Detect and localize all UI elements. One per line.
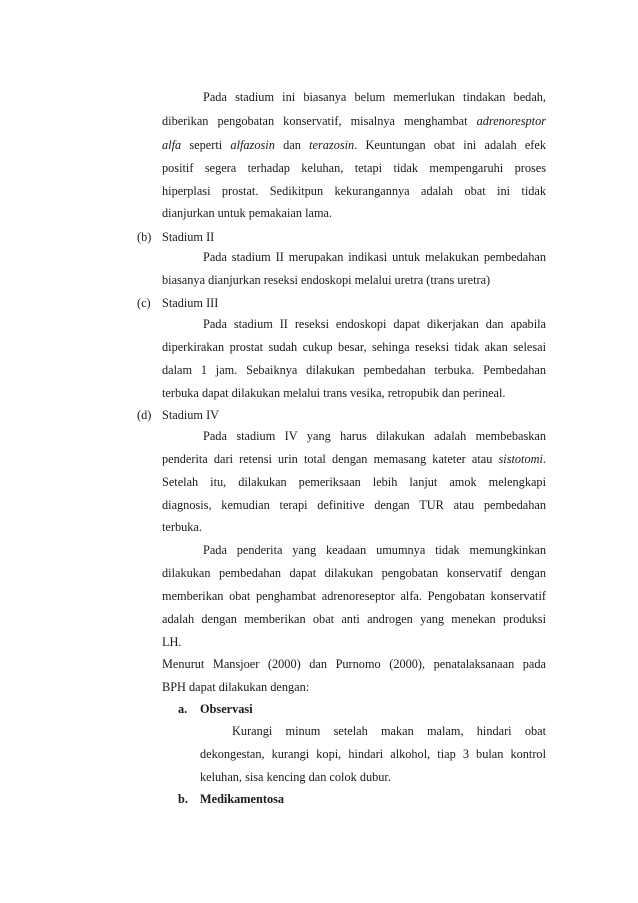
medikamentosa-heading: b. Medikamentosa (178, 792, 285, 806)
stadium-4-p2-line-1: Pada penderita yang keadaan umumnya tidak memungkinkan (203, 543, 546, 557)
stadium-2-line-2: biasanya dianjurkan reseksi endoskopi melalui uretra (trans uretra) (162, 273, 491, 287)
observasi-line-1: Kurangi minum setelah makan malam, hindari obat (232, 724, 546, 738)
stadium-3-line-1: Pada stadium II reseksi endoskopi dapat dikerjakan dan apabila (203, 317, 546, 331)
stadium-2-line-1: Pada stadium II merupakan indikasi untuk melakukan pembedahan (203, 250, 546, 264)
stadium-3-line-4: terbuka dapat dilakukan melalui trans vesika, retropubik dan perineal. (162, 386, 506, 400)
stadium-4-p2-line-2: dilakukan pembedahan dapat dilakukan pengobatan konservatif dengan (162, 566, 546, 580)
observasi-line-3: keluhan, sisa kencing dan colok dubur. (200, 770, 391, 784)
stadium-3-heading: (c) Stadium III (137, 296, 219, 310)
term-terazosin: terazosin (309, 138, 355, 152)
stadium-2-heading: (b) Stadium II (137, 230, 215, 244)
stadium-4-line-3: Setelah itu, dilakukan pemeriksaan lebih lanjut amok melengkapi (162, 475, 546, 489)
stadium-4-line-5: terbuka. (162, 520, 202, 534)
stadium-4-p2-line-3: memberikan obat penghambat adrenoreseptor alfa. Pengobatan konservatif (162, 589, 546, 603)
intro-line-5: hiperplasi prostat. Sedikitpun kekurangannya adalah obat ini tidak (162, 184, 546, 198)
list-marker: (d) (137, 408, 152, 422)
stadium-4-line-1: Pada stadium IV yang harus dilakukan adalah membebaskan (203, 429, 546, 443)
stadium-4-p2-line-4: adalah dengan memberikan obat anti androgen yang menekan produksi (162, 612, 546, 626)
stadium-3-line-3: dalam 1 jam. Sebaiknya dilakukan pembedahan terbuka. Pembedahan (162, 363, 546, 377)
stadium-4-line-4: diagnosis, kemudian terapi definitive dengan TUR atau pembedahan (162, 498, 546, 512)
term-adrenoresptor: adrenoresptor (476, 114, 547, 128)
list-marker: (c) (137, 296, 151, 310)
penatalaksanaan-line-1: Menurut Mansjoer (2000) dan Purnomo (2000), penatalaksanaan pada (162, 657, 546, 671)
term-sistotomi: sistotomi (498, 452, 543, 466)
stadium-3-line-2: diperkirakan prostat sudah cukup besar, sehinga reseksi tidak akan selesai (162, 340, 546, 354)
observasi-heading: a. Observasi (178, 702, 253, 716)
list-marker: a. (178, 702, 188, 716)
term-alfazosin: alfazosin (230, 138, 275, 152)
list-marker: (b) (137, 230, 152, 244)
observasi-line-2: dekongestan, kurangi kopi, hindari alkohol, tiap 3 bulan kontrol (200, 747, 546, 761)
stadium-4-heading: (d) Stadium IV (137, 408, 220, 422)
intro-line-2: diberikan pengobatan konservatif, misalnya menghambat adrenoresptor (162, 114, 547, 128)
intro-line-6: dianjurkan untuk pemakaian lama. (162, 206, 333, 220)
intro-line-1: Pada stadium ini biasanya belum memerlukan tindakan bedah, (203, 90, 546, 104)
stadium-4-p2-line-5: LH. (162, 635, 182, 649)
list-marker: b. (178, 792, 188, 806)
intro-line-3: alfa seperti alfazosin dan terazosin. Keuntungan obat ini adalah efek (162, 138, 547, 152)
intro-line-4: positif segera terhadap keluhan, tetapi tidak mempengaruhi proses (162, 161, 546, 175)
penatalaksanaan-line-2: BPH dapat dilakukan dengan: (162, 680, 310, 694)
stadium-4-line-2: penderita dari retensi urin total dengan memasang kateter atau sistotomi. (162, 452, 546, 466)
